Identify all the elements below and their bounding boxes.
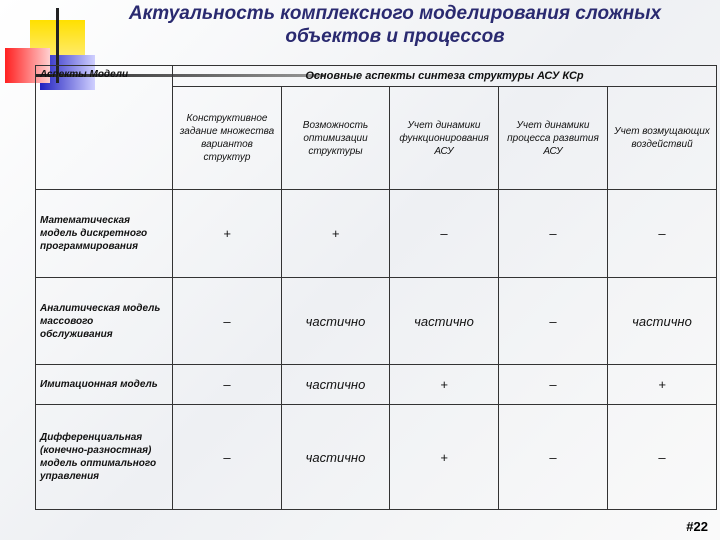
cell: –: [499, 278, 608, 365]
row-label: Аналитическая модель массового обслуживания: [36, 278, 173, 365]
cell: частично: [282, 278, 390, 365]
cell: +: [390, 365, 499, 405]
column-header: Учет возмущающих воздействий: [608, 87, 717, 190]
cell: частично: [282, 405, 390, 510]
table-row: [36, 190, 717, 278]
column-header: Учет динамики процесса развития АСУ: [499, 87, 608, 190]
cell: +: [608, 365, 717, 405]
cell: частично: [282, 365, 390, 405]
table-row: [36, 405, 717, 510]
row-label: Дифференциальная (конечно-разностная) модель оптимального управления: [36, 405, 173, 510]
cell: –: [499, 190, 608, 278]
cell: –: [390, 190, 499, 278]
column-header: Учет динамики функционирования АСУ: [390, 87, 499, 190]
cell: частично: [608, 278, 717, 365]
cell: –: [499, 365, 608, 405]
column-header: Возможность оптимизации структуры: [282, 87, 390, 190]
cell: –: [608, 405, 717, 510]
cell: –: [608, 190, 717, 278]
page-number: #22: [686, 519, 708, 534]
cell: –: [173, 365, 282, 405]
row-label: Математическая модель дискретного программирования: [36, 190, 173, 278]
table-row: [36, 365, 717, 405]
cell: частично: [390, 278, 499, 365]
slide-title: Актуальность комплексного моделирования сложных объектов и процессов: [128, 3, 662, 47]
table-row: [36, 278, 717, 365]
comparison-table: [35, 65, 717, 510]
corner-header: Аспекты Модели: [36, 66, 173, 190]
cell: +: [173, 190, 282, 278]
cell: –: [173, 405, 282, 510]
column-header: Конструктивное задание множества вариантов структур: [173, 87, 282, 190]
cell: +: [390, 405, 499, 510]
cell: –: [173, 278, 282, 365]
cell: –: [499, 405, 608, 510]
cell: +: [282, 190, 390, 278]
group-header: Основные аспекты синтеза структуры АСУ КСр: [173, 66, 717, 87]
row-label: Имитационная модель: [36, 365, 173, 405]
